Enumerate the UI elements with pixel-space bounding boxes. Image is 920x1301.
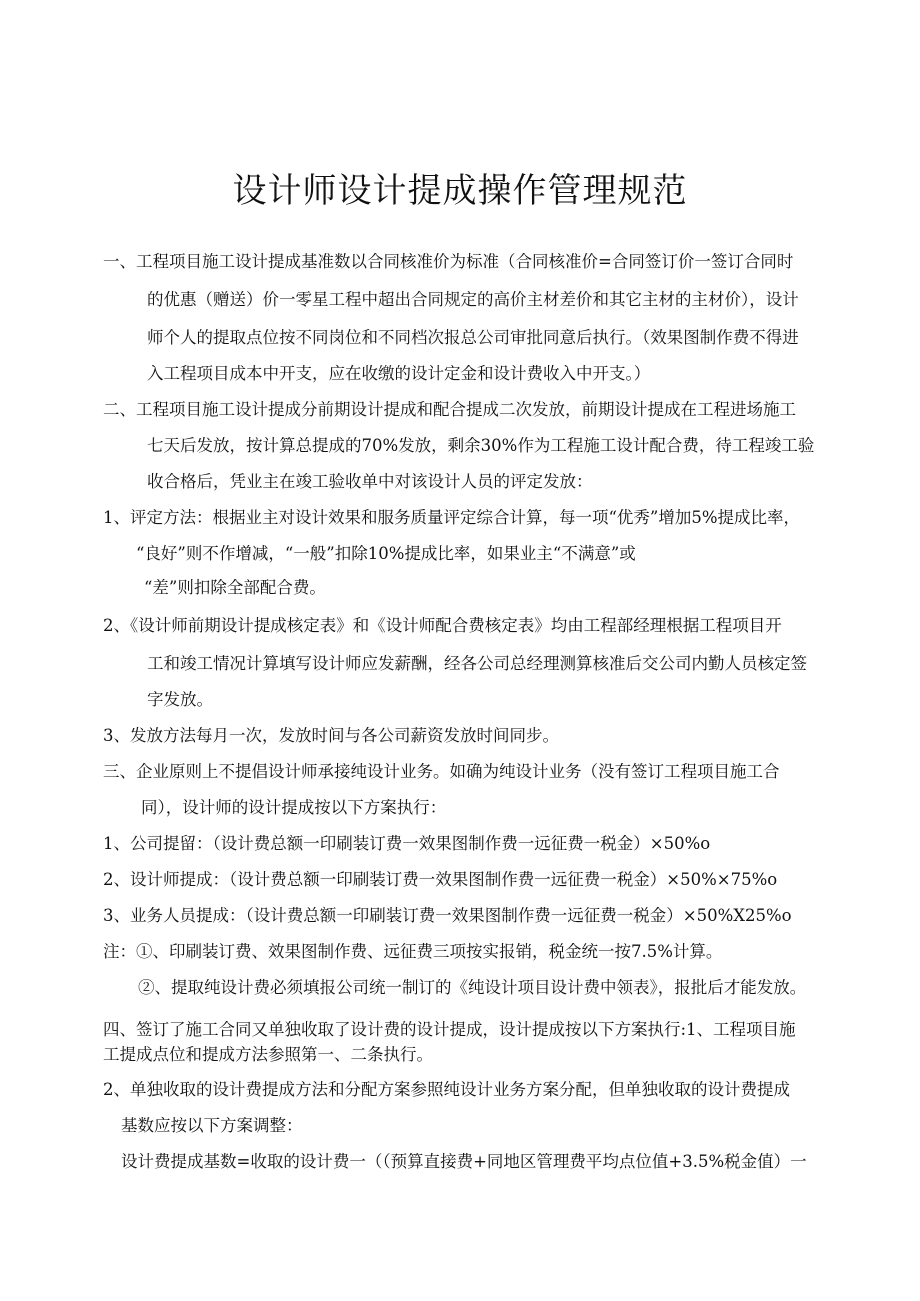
text-line: “差”则扣除全部配合费。 [144,578,326,597]
text-line: 的优惠（赠送）价一零星工程中超出合同规定的高价主材差价和其它主材的主材价），设计 [147,290,799,309]
text-line: 师个人的提取点位按不同岗位和不同档次报总公司审批同意后执行。（效果图制作费不得进 [147,328,799,347]
text-line: 注：①、印刷装订费、效果图制作费、远征费三项按实报销，税金统一按7.5%计算。 [103,942,723,961]
text-line: 1、公司提留：（设计费总额一印刷装订费一效果图制作费一远征费一税金）×50%o [103,834,711,853]
text-line: 同），设计师的设计提成按以下方案执行： [141,798,447,817]
text-line: 工和竣工情况计算填写设计师应发薪酬，经各公司总经理测算核准后交公司内勤人员核定签 [147,654,807,673]
text-line: 设计费提成基数=收取的设计费一（（预算直接费+同地区管理费平均点位值+3.5%税金值）一 [121,1152,807,1171]
text-line: 3、发放方法每月一次，发放时间与各公司薪资发放时间同步。 [103,726,559,745]
text-line: 2、设计师提成：（设计费总额一印刷装订费一效果图制作费一远征费一税金）×50%×75%o [103,870,778,889]
text-line: 二、工程项目施工设计提成分前期设计提成和配合提成二次发放，前期设计提成在工程进场施工 [103,400,796,419]
text-line: 入工程项目成本中开支，应在收缴的设计定金和设计费收入中开支。） [147,364,651,383]
text-line: 1、评定方法：根据业主对设计效果和服务质量评定综合计算，每一项“优秀”增加5%提成比率， [103,508,801,527]
text-line: 收合格后，凭业主在竣工验收单中对该设计人员的评定发放： [147,472,593,491]
text-line: 3、业务人员提成：（设计费总额一印刷装订费一效果图制作费一远征费一税金）×50%X25%o [103,906,792,925]
text-line: 七天后发放，按计算总提成的70%发放，剩余30%作为工程施工设计配合费，待工程竣工验 [147,436,815,455]
text-line: 字发放。 [147,690,213,709]
document-title: 设计师设计提成操作管理规范 [232,171,688,211]
text-line: 2、单独收取的设计费提成方法和分配方案参照纯设计业务方案分配，但单独收取的设计费提成 [103,1080,790,1099]
text-line: “良好”则不作增减，“一般”扣除10%提成比率，如果业主“不满意”或 [136,544,636,563]
text-line: 四、签订了施工合同又单独收取了设计费的设计提成，设计提成按以下方案执行:1、工程项目施 [103,1020,796,1039]
text-line: 工提成点位和提成方法参照第一、二条执行。 [103,1045,433,1064]
text-line: ②、提取纯设计费必须填报公司统一制订的《纯设计项目设计费中领表》，报批后才能发放。 [138,978,807,997]
text-line: 三、企业原则上不提倡设计师承接纯设计业务。如确为纯设计业务（没有签订工程项目施工合 [103,762,780,781]
text-line: 基数应按以下方案调整： [121,1116,303,1135]
text-line: 一、工程项目施工设计提成基准数以合同核准价为标准（合同核准价=合同签订价一签订合同时 [103,252,794,271]
text-line: 2、《设计师前期设计提成核定表》和《设计师配合费核定表》均由工程部经理根据工程项目开 [103,616,782,635]
